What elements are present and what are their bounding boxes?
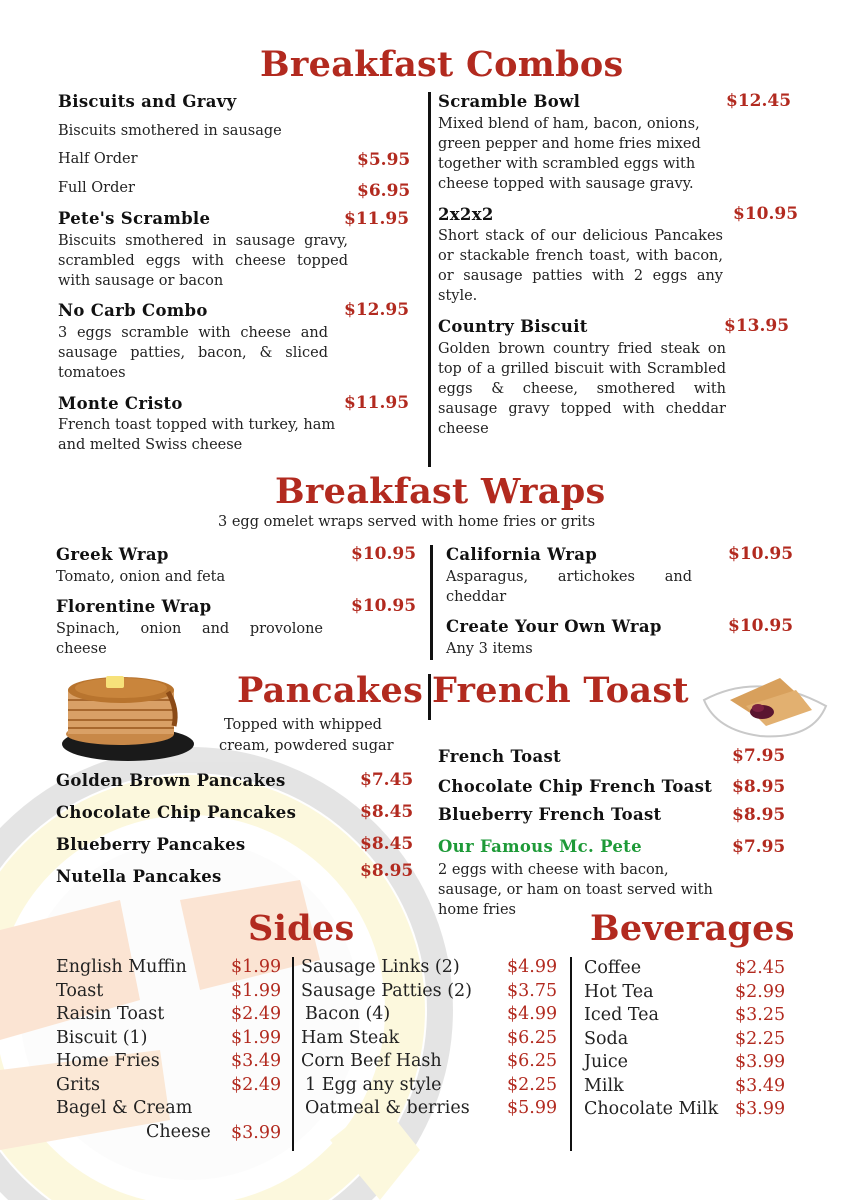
french-toast-image: [700, 660, 830, 744]
two-x-price: $10.95: [733, 204, 799, 224]
monte-cristo-desc: French toast topped with turkey, ham and melted Swiss cheese: [58, 417, 336, 453]
beverage-price: $3.99: [735, 1052, 786, 1072]
create-wrap-desc: Any 3 items: [446, 641, 533, 657]
french-toast-item-name: French Toast: [438, 747, 561, 766]
monte-cristo-price: $11.95: [344, 393, 410, 413]
no-carb-desc: 3 eggs scramble with cheese and sausage patties, bacon, & sliced tomatoes: [58, 325, 328, 381]
pancake-item-price: $7.45: [360, 770, 414, 790]
two-x-name: 2x2x2: [438, 205, 494, 224]
pancake-item-price: $8.45: [360, 802, 414, 822]
mc-pete-price: $7.95: [732, 837, 786, 857]
pancake-item-name: Nutella Pancakes: [56, 867, 222, 886]
pancakes-title-divider: [428, 674, 431, 720]
no-carb-name: No Carb Combo: [58, 301, 208, 320]
beverage-name: Hot Tea: [584, 981, 654, 1002]
combos-heading: Breakfast Combos: [260, 44, 624, 85]
no-carb-price: $12.95: [344, 300, 410, 320]
pancake-item-price: $8.45: [360, 834, 414, 854]
side-item-price: $3.49: [231, 1051, 282, 1071]
country-biscuit-name: Country Biscuit: [438, 317, 588, 336]
biscuits-gravy-name: Biscuits and Gravy: [58, 92, 237, 111]
bagel-price: $3.99: [231, 1123, 282, 1143]
half-order-price: $5.95: [357, 150, 411, 170]
side-item-name: 1 Egg any style: [305, 1074, 442, 1095]
pancakes-heading: Pancakes: [237, 670, 424, 711]
california-wrap-desc: Asparagus, artichokes and cheddar: [446, 569, 692, 605]
bagel-name-line2: Cheese: [146, 1121, 211, 1142]
country-biscuit-desc: Golden brown country fried steak on top of a grilled biscuit with Scrambled eggs & cheese, smothered with sausage gravy topped with cheddar cheese: [438, 341, 726, 437]
beverage-name: Iced Tea: [584, 1005, 659, 1025]
mc-pete-desc: 2 eggs with cheese with bacon, sausage, or ham on toast served with home fries: [438, 862, 713, 918]
side-item-name: Corn Beef Hash: [301, 1051, 442, 1071]
side-item-price: $1.99: [231, 957, 282, 977]
beverage-price: $3.99: [735, 1099, 786, 1119]
french-toast-heading: French Toast: [432, 670, 689, 711]
sides-heading: Sides: [248, 908, 355, 949]
scramble-bowl-price: $12.45: [726, 91, 792, 111]
bagel-name-line1: Bagel & Cream: [56, 1098, 193, 1118]
beverage-name: Milk: [584, 1075, 624, 1096]
side-item-price: $2.25: [507, 1074, 558, 1095]
create-wrap-name: Create Your Own Wrap: [446, 617, 662, 636]
petes-scramble-price: $11.95: [344, 209, 410, 229]
sides-divider-1: [292, 957, 294, 1151]
petes-scramble-desc: Biscuits smothered in sausage gravy, scrambled eggs with cheese topped with sausage or bacon: [58, 233, 348, 289]
beverage-name: Juice: [584, 1052, 629, 1072]
pancake-item-name: Chocolate Chip Pancakes: [56, 803, 297, 822]
california-wrap-name: California Wrap: [446, 545, 598, 564]
two-x-desc: Short stack of our delicious Pancakes or stackable french toast, with bacon, or sausage patties with 2 eggs any style.: [438, 228, 723, 304]
greek-wrap-desc: Tomato, onion and feta: [56, 569, 226, 585]
pancake-item-name: Golden Brown Pancakes: [56, 771, 286, 790]
wraps-heading: Breakfast Wraps: [275, 471, 606, 512]
pancake-item-name: Blueberry Pancakes: [56, 835, 246, 854]
side-item-price: $2.49: [231, 1074, 282, 1095]
beverage-price: $2.25: [735, 1028, 786, 1049]
wraps-divider: [430, 545, 433, 660]
french-toast-item-name: Blueberry French Toast: [438, 805, 662, 824]
side-item-name: Bacon (4): [305, 1004, 391, 1024]
california-wrap-price: $10.95: [728, 544, 794, 564]
petes-scramble-name: Pete's Scramble: [58, 209, 211, 228]
beverage-name: Coffee: [584, 958, 642, 978]
greek-wrap-name: Greek Wrap: [56, 545, 169, 564]
beverage-name: Chocolate Milk: [584, 1099, 719, 1119]
full-order-label: Full Order: [58, 180, 135, 196]
pancakes-topping-line1: Topped with whipped: [224, 717, 382, 733]
scramble-bowl-desc: Mixed blend of ham, bacon, onions, green pepper and home fries mixed together with scrambled eggs with cheese topped with sausage gravy.: [438, 116, 701, 192]
side-item-name: Toast: [56, 980, 104, 1001]
half-order-label: Half Order: [58, 151, 138, 167]
florentine-wrap-name: Florentine Wrap: [56, 597, 212, 616]
beverage-price: $2.45: [735, 958, 786, 978]
french-toast-item-price: $8.95: [732, 805, 786, 825]
full-order-price: $6.95: [357, 181, 411, 201]
side-item-name: English Muffin: [56, 957, 187, 977]
side-item-name: Raisin Toast: [56, 1004, 165, 1024]
greek-wrap-price: $10.95: [351, 544, 417, 564]
pancake-item-price: $8.95: [360, 861, 414, 881]
wraps-subtitle: 3 egg omelet wraps served with home fries or grits: [218, 514, 596, 530]
side-item-price: $5.99: [507, 1098, 558, 1118]
beverage-price: $2.99: [735, 981, 786, 1002]
beverage-name: Soda: [584, 1028, 629, 1049]
create-wrap-price: $10.95: [728, 616, 794, 636]
side-item-name: Home Fries: [56, 1051, 160, 1071]
florentine-wrap-desc: Spinach, onion and provolone cheese: [56, 621, 323, 657]
side-item-price: $6.25: [507, 1027, 558, 1048]
biscuits-gravy-desc: Biscuits smothered in sausage: [58, 123, 282, 139]
florentine-wrap-price: $10.95: [351, 596, 417, 616]
beverage-price: $3.49: [735, 1075, 786, 1096]
side-item-price: $6.25: [507, 1051, 558, 1071]
beverages-heading: Beverages: [590, 908, 795, 949]
side-item-price: $1.99: [231, 980, 282, 1001]
pancake-stack-image: [58, 664, 198, 764]
sides-divider-2: [570, 957, 572, 1151]
french-toast-item-price: $7.95: [732, 746, 786, 766]
side-item-price: $1.99: [231, 1027, 282, 1048]
combos-divider: [428, 92, 431, 467]
side-item-price: $2.49: [231, 1004, 282, 1024]
beverage-price: $3.25: [735, 1005, 786, 1025]
side-item-name: Sausage Links (2): [301, 957, 460, 977]
french-toast-item-name: Chocolate Chip French Toast: [438, 777, 713, 796]
side-item-name: Biscuit (1): [56, 1027, 148, 1048]
side-item-name: Oatmeal & berries: [305, 1098, 470, 1118]
side-item-price: $4.99: [507, 957, 558, 977]
side-item-price: $3.75: [507, 980, 558, 1001]
monte-cristo-name: Monte Cristo: [58, 394, 183, 413]
mc-pete-name: Our Famous Mc. Pete: [438, 837, 642, 856]
pancakes-topping-line2: cream, powdered sugar: [219, 738, 394, 754]
side-item-name: Grits: [56, 1074, 100, 1095]
scramble-bowl-name: Scramble Bowl: [438, 92, 581, 111]
side-item-name: Ham Steak: [301, 1027, 400, 1048]
side-item-name: Sausage Patties (2): [301, 980, 473, 1001]
country-biscuit-price: $13.95: [724, 316, 790, 336]
french-toast-item-price: $8.95: [732, 777, 786, 797]
side-item-price: $4.99: [507, 1004, 558, 1024]
